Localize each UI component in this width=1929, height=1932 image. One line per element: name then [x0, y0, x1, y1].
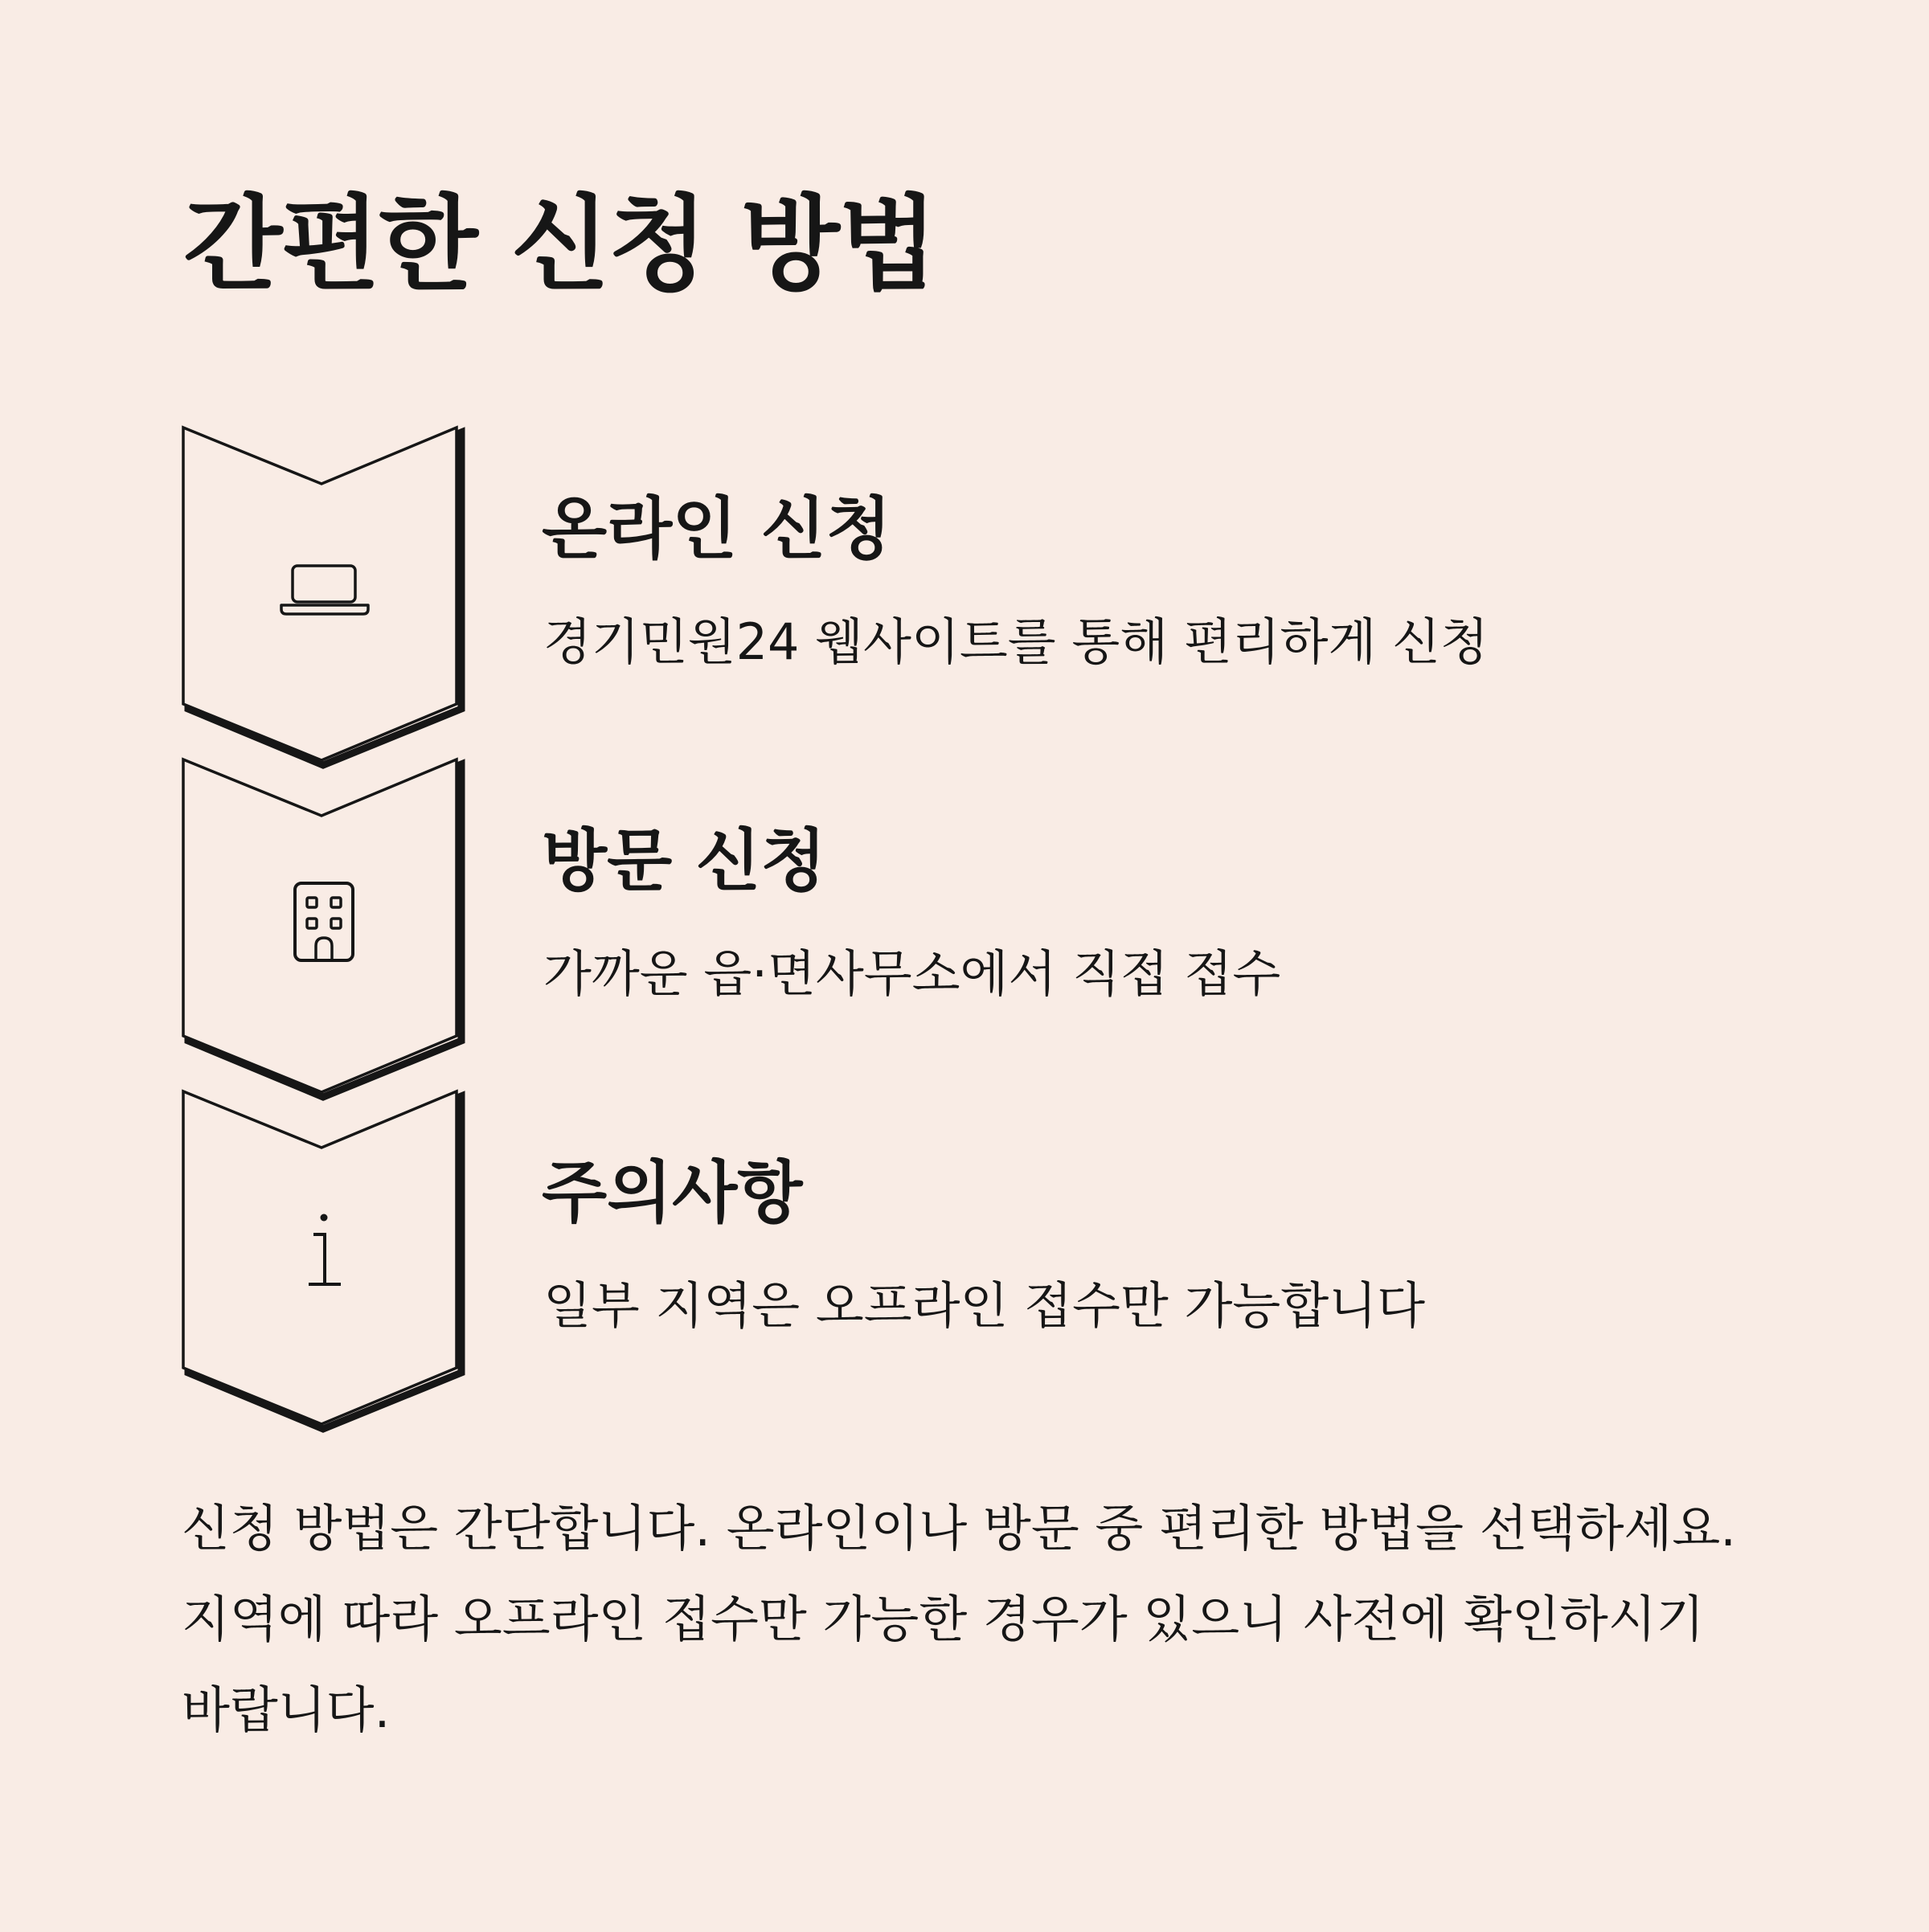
step-title: 주의사항 [542, 1153, 803, 1232]
step-description: 가까운 읍·면사무소에서 직접 접수 [543, 944, 1281, 1003]
step-title: 방문 신청 [542, 821, 826, 900]
footer-line: 신청 방법은 간단합니다. 온라인이나 방문 중 편리한 방법을 선택하세요. [182, 1499, 1736, 1557]
laptop-icon [276, 537, 373, 633]
step-visit [180, 758, 1747, 1100]
step-notice [180, 1090, 1747, 1432]
info-icon [276, 1201, 373, 1297]
footer-line: 지역에 따라 오프라인 접수만 가능한 경우가 있으니 사전에 확인하시기 [182, 1590, 1705, 1648]
step-title: 온라인 신청 [542, 489, 891, 568]
building-icon [276, 869, 373, 965]
step-online [180, 426, 1747, 768]
step-description: 일부 지역은 오프라인 접수만 가능합니다 [543, 1276, 1425, 1335]
footer-line: 바랍니다. [182, 1680, 391, 1739]
step-description: 경기민원24 웹사이트를 통해 편리하게 신청 [543, 612, 1489, 671]
footer-note [182, 1483, 1773, 1755]
page-title: 간편한 신청 방법 [183, 185, 936, 305]
